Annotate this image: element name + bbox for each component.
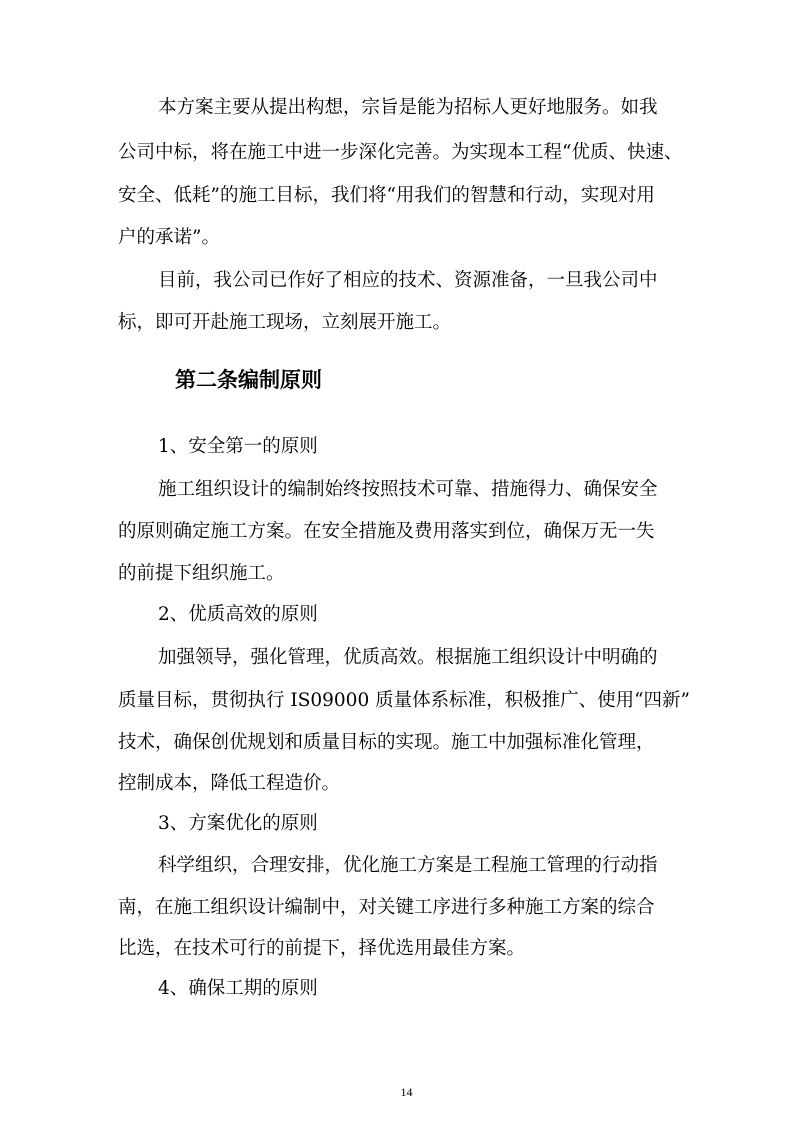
intro-paragraph-1-line-4: 户的承诺”。 — [118, 227, 220, 248]
item-3-line-2: 南，在施工组织设计编制中，对关键工序进行多种施工方案的综合 — [118, 897, 655, 918]
item-1-line-1: 施工组织设计的编制始终按照技术可靠、措施得力、确保安全 — [158, 479, 658, 500]
item-2-line-1: 加强领导，强化管理，优质高效。根据施工组织设计中明确的 — [158, 647, 658, 668]
intro-paragraph-1-line-1: 本方案主要从提出构想，宗旨是能为招标人更好地服务。如我 — [158, 97, 658, 118]
intro-paragraph-2-line-1: 目前，我公司已作好了相应的技术、资源准备，一旦我公司中 — [158, 270, 658, 291]
item-3-line-3: 比选，在技术可行的前提下，择优选用最佳方案。 — [118, 938, 526, 959]
intro-paragraph-2-line-2: 标，即可开赴施工现场，立刻展开施工。 — [118, 312, 452, 333]
item-1-line-3: 的前提下组织施工。 — [118, 563, 285, 584]
page-number: 14 — [400, 1085, 413, 1099]
item-3-heading: 3、方案优化的原则 — [158, 813, 318, 834]
item-3-line-1: 科学组织，合理安排，优化施工方案是工程施工管理的行动指 — [158, 855, 658, 876]
item-2-heading: 2、优质高效的原则 — [158, 604, 318, 625]
intro-paragraph-1-line-2: 公司中标，将在施工中进一步深化完善。为实现本工程“优质、快速、 — [118, 142, 683, 163]
item-1-line-2: 的原则确定施工方案。在安全措施及费用落实到位，确保万无一失 — [118, 521, 655, 542]
item-2-line-2: 质量目标，贯彻执行 IS09000 质量体系标准，积极推广、使用“四新” — [118, 690, 691, 711]
item-2-line-4: 控制成本，降低工程造价。 — [118, 773, 341, 794]
item-2-line-3: 技术，确保创优规划和质量目标的实现。施工中加强标准化管理， — [118, 732, 655, 753]
section-title: 第二条编制原则 — [175, 367, 322, 392]
item-4-heading: 4、确保工期的原则 — [158, 978, 318, 999]
item-1-heading: 1、安全第一的原则 — [158, 436, 318, 457]
intro-paragraph-1-line-3: 安全、低耗”的施工目标，我们将“用我们的智慧和行动，实现对用 — [118, 185, 655, 206]
